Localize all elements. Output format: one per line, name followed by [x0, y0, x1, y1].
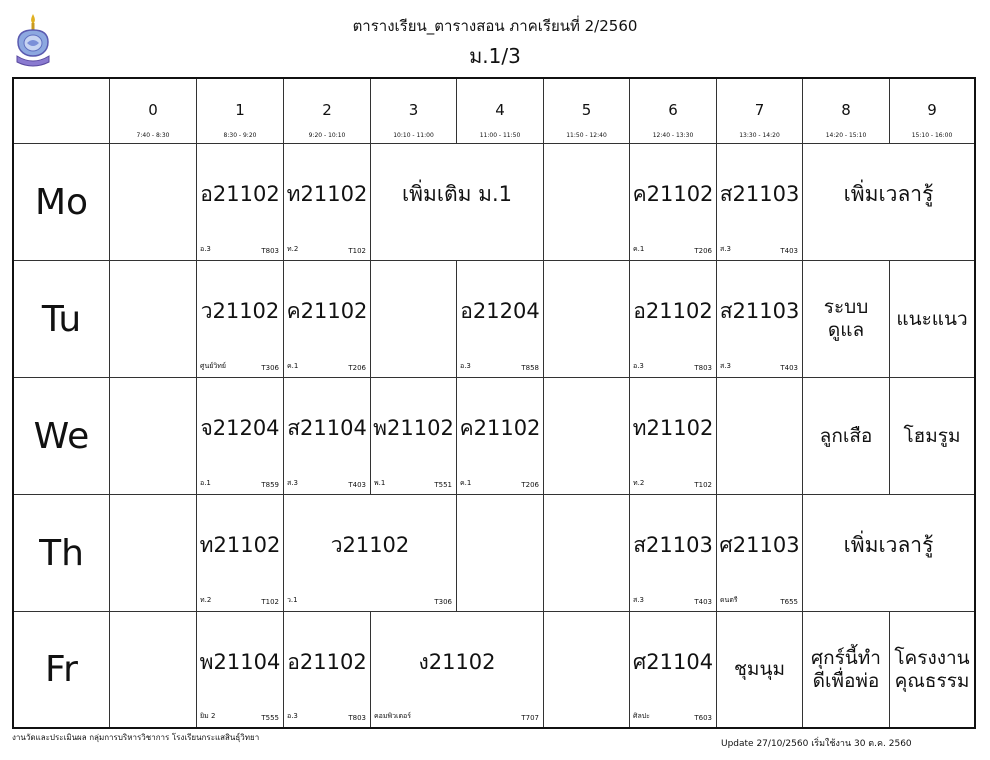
subject-code: พ21102	[373, 416, 454, 441]
teacher-label: ค.1	[460, 479, 472, 487]
class-slot	[890, 261, 974, 378]
period-time: 10:10 - 11:00	[393, 132, 434, 139]
class-slot	[803, 378, 890, 495]
empty-slot	[110, 612, 197, 727]
room-label: T803	[694, 364, 712, 372]
subject-code: โฮมรูม	[903, 424, 961, 447]
class-slot	[890, 378, 974, 495]
period-header	[803, 79, 890, 144]
period-number: 8	[841, 101, 851, 119]
subject-code: ท21102	[632, 416, 714, 441]
class-slot	[457, 261, 544, 378]
room-label: T655	[780, 598, 798, 606]
subject-code: พ21104	[199, 649, 281, 674]
teacher-label: ยิม 2	[200, 712, 216, 720]
room-label: T707	[521, 714, 539, 722]
room-label: T403	[780, 364, 798, 372]
room-label: T306	[434, 598, 452, 606]
period-time: 8:30 - 9:20	[223, 132, 257, 139]
period-number: 6	[668, 101, 678, 119]
class-slot	[717, 612, 803, 727]
class-slot	[284, 144, 371, 261]
class-slot	[630, 612, 717, 727]
period-header	[717, 79, 803, 144]
empty-slot	[717, 378, 803, 495]
subject-code: อ21102	[633, 299, 713, 324]
class-slot	[717, 261, 803, 378]
period-time: 11:50 - 12:40	[566, 132, 607, 139]
subject-code: ลูกเสือ	[819, 424, 873, 447]
room-label: T403	[780, 247, 798, 255]
room-label: T403	[348, 481, 366, 489]
class-slot	[717, 144, 803, 261]
empty-slot	[371, 261, 457, 378]
empty-slot	[544, 612, 630, 727]
class-slot	[630, 144, 717, 261]
teacher-label: ค.1	[287, 362, 299, 370]
empty-slot	[110, 144, 197, 261]
class-slot	[284, 495, 457, 612]
page-title: ตารางเรียน_ตารางสอน ภาคเรียนที่ 2/2560	[352, 17, 638, 35]
room-label: T859	[261, 481, 279, 489]
subject-code: ว21102	[330, 533, 410, 558]
subject-code: จ21204	[200, 416, 280, 441]
empty-slot	[544, 495, 630, 612]
teacher-label: อ.1	[200, 479, 211, 487]
class-slot	[371, 144, 544, 261]
teacher-label: ท.2	[633, 479, 645, 487]
class-slot	[630, 378, 717, 495]
period-number: 2	[322, 101, 332, 119]
subject-code: ชุมนุม	[734, 658, 785, 681]
subject-code: ง21102	[418, 649, 496, 674]
period-time: 12:40 - 13:30	[652, 132, 694, 139]
period-time: 13:30 - 14:20	[739, 132, 780, 139]
class-slot	[284, 612, 371, 727]
subject-code: เพิ่มเวลารู้	[843, 182, 934, 207]
period-header	[197, 79, 284, 144]
room-label: T803	[261, 247, 279, 255]
footer-update: Update 27/10/2560 เริ่มใช้งาน 30 ต.ค. 2560	[721, 739, 912, 749]
teacher-label: ค.1	[633, 245, 645, 253]
subject-code: ส21103	[719, 182, 800, 207]
subject-code: ท21102	[199, 533, 281, 558]
period-number: 4	[495, 101, 505, 119]
period-header	[457, 79, 544, 144]
room-label: T102	[694, 481, 712, 489]
corner-cell	[14, 79, 110, 144]
class-slot	[803, 261, 890, 378]
class-slot	[197, 612, 284, 727]
period-time: 11:00 - 11:50	[479, 132, 521, 139]
class-slot	[371, 612, 544, 727]
empty-slot	[110, 495, 197, 612]
period-number: 9	[927, 101, 937, 119]
subject-code: โครงงานคุณธรรม	[894, 646, 970, 692]
empty-slot	[110, 261, 197, 378]
room-label: T603	[694, 714, 712, 722]
empty-slot	[457, 495, 544, 612]
period-time: 7:40 - 8:30	[136, 132, 170, 139]
class-name: ม.1/3	[469, 44, 521, 68]
subject-code: ท21102	[286, 182, 368, 207]
teacher-label: อ.3	[200, 245, 211, 253]
teacher-label: ส.3	[633, 596, 644, 604]
class-slot	[284, 378, 371, 495]
subject-code: อ21102	[287, 649, 367, 674]
room-label: T206	[521, 481, 539, 489]
subject-code: เพิ่มเติม ม.1	[401, 182, 513, 207]
period-time: 14:20 - 15:10	[825, 132, 867, 139]
subject-code: ส21104	[287, 416, 367, 441]
subject-code: ว21102	[200, 299, 280, 324]
teacher-label: ท.2	[200, 596, 212, 604]
period-header	[284, 79, 371, 144]
period-header	[110, 79, 197, 144]
class-slot	[197, 495, 284, 612]
period-time: 15:10 - 16:00	[911, 132, 953, 139]
period-number: 3	[408, 101, 419, 119]
teacher-label: ศูนย์วิทย์	[200, 362, 226, 370]
period-number: 1	[235, 101, 245, 119]
class-slot	[803, 495, 974, 612]
subject-code: ค21102	[286, 299, 368, 324]
subject-code: แนะแนว	[896, 307, 968, 330]
teacher-label: พ.1	[374, 479, 386, 487]
period-number: 7	[754, 101, 765, 119]
period-header	[371, 79, 457, 144]
class-slot	[803, 144, 974, 261]
subject-code: ศ21103	[719, 533, 800, 558]
teacher-label: ดนตรี	[720, 596, 738, 604]
room-label: T102	[261, 598, 279, 606]
teacher-label: อ.3	[460, 362, 471, 370]
subject-code: ส21103	[633, 533, 713, 558]
room-label: T206	[348, 364, 366, 372]
day-label: Fr	[14, 612, 110, 727]
class-slot	[630, 261, 717, 378]
room-label: T306	[261, 364, 279, 372]
subject-code: อ21102	[200, 182, 280, 207]
subject-code: ส21103	[719, 299, 800, 324]
subject-code: เพิ่มเวลารู้	[843, 533, 934, 558]
period-header	[890, 79, 974, 144]
subject-code: ค21102	[632, 182, 714, 207]
room-label: T403	[694, 598, 712, 606]
period-number: 5	[581, 101, 592, 119]
class-slot	[890, 612, 974, 727]
footer-department: งานวัดและประเมินผล กลุ่มการบริหารวิชาการ โรงเรียนกระแสสินธุ์วิทยา	[12, 733, 260, 742]
class-slot	[197, 261, 284, 378]
subject-code: ศุกร์นี้ทำดีเพื่อพ่อ	[811, 646, 881, 692]
timetable	[12, 77, 976, 729]
room-label: T551	[434, 481, 452, 489]
day-label: We	[14, 378, 110, 495]
subject-code: ศ21104	[632, 649, 714, 674]
teacher-label: ส.3	[720, 245, 731, 253]
period-header	[630, 79, 717, 144]
class-slot	[284, 261, 371, 378]
teacher-label: อ.3	[287, 712, 298, 720]
room-label: T206	[694, 247, 712, 255]
class-slot	[197, 378, 284, 495]
subject-code: อ21204	[460, 299, 540, 324]
teacher-label: คอมพิวเตอร์	[374, 712, 411, 720]
subject-code: ระบบดูแล	[823, 296, 869, 341]
class-slot	[630, 495, 717, 612]
class-slot	[717, 495, 803, 612]
teacher-label: ส.3	[720, 362, 731, 370]
class-slot	[197, 144, 284, 261]
class-slot	[371, 378, 457, 495]
teacher-label: ว.1	[287, 596, 298, 604]
empty-slot	[110, 378, 197, 495]
teacher-label: ศิลปะ	[633, 712, 650, 720]
empty-slot	[544, 378, 630, 495]
day-label: Mo	[14, 144, 110, 261]
day-label: Tu	[14, 261, 110, 378]
room-label: T858	[521, 364, 539, 372]
period-time: 9:20 - 10:10	[308, 132, 346, 139]
room-label: T102	[348, 247, 366, 255]
room-label: T555	[261, 714, 279, 722]
subject-code: ค21102	[459, 416, 541, 441]
class-slot	[457, 378, 544, 495]
teacher-label: อ.3	[633, 362, 644, 370]
teacher-label: ท.2	[287, 245, 299, 253]
period-number: 0	[148, 101, 158, 119]
period-header	[544, 79, 630, 144]
class-slot	[803, 612, 890, 727]
empty-slot	[544, 144, 630, 261]
teacher-label: ส.3	[287, 479, 298, 487]
empty-slot	[544, 261, 630, 378]
room-label: T803	[348, 714, 366, 722]
day-label: Th	[14, 495, 110, 612]
